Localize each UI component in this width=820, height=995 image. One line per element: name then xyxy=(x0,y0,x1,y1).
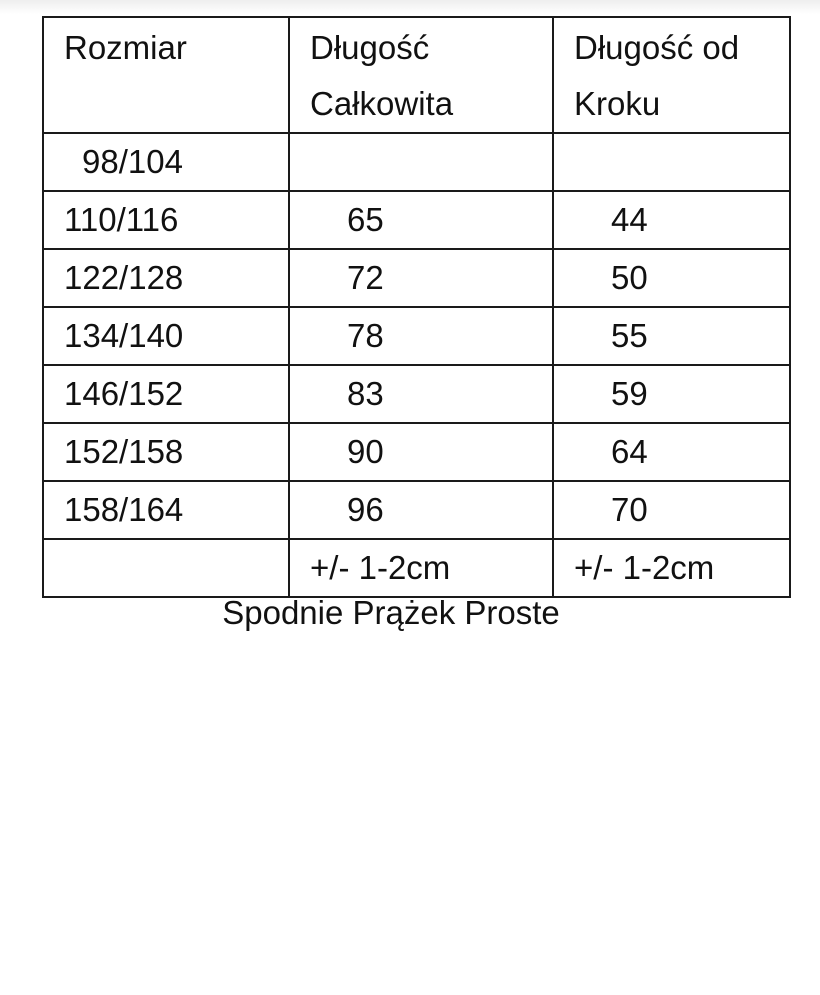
size-cell: 146/152 xyxy=(43,365,289,423)
total-length-tolerance: +/- 1-2cm xyxy=(289,539,553,597)
total-length-cell: 96 xyxy=(289,481,553,539)
table-row xyxy=(43,307,790,365)
size-cell: 134/140 xyxy=(43,307,289,365)
inseam-length-cell: 55 xyxy=(553,307,790,365)
total-length-cell: 72 xyxy=(289,249,553,307)
table-row xyxy=(43,249,790,307)
size-cell: 98/104 xyxy=(43,133,289,191)
product-caption: Spodnie Prążek Proste xyxy=(222,594,560,631)
size-cell: 110/116 xyxy=(43,191,289,249)
inseam-length-cell xyxy=(553,133,790,191)
total-length-cell xyxy=(289,133,553,191)
inseam-length-cell: 44 xyxy=(553,191,790,249)
table-header-row xyxy=(43,17,790,133)
total-length-cell: 83 xyxy=(289,365,553,423)
total-length-cell: 90 xyxy=(289,423,553,481)
size-cell: 158/164 xyxy=(43,481,289,539)
total-length-cell: 78 xyxy=(289,307,553,365)
total-length-cell: 65 xyxy=(289,191,553,249)
inseam-length-cell: 50 xyxy=(553,249,790,307)
size-chart-table xyxy=(42,16,791,598)
inseam-length-cell: 70 xyxy=(553,481,790,539)
table-row xyxy=(43,365,790,423)
size-cell: 152/158 xyxy=(43,423,289,481)
size-cell xyxy=(43,539,289,597)
top-edge-shadow xyxy=(0,0,820,14)
table-row xyxy=(43,133,790,191)
size-cell: 122/128 xyxy=(43,249,289,307)
table-row xyxy=(43,481,790,539)
inseam-length-cell: 64 xyxy=(553,423,790,481)
inseam-length-tolerance: +/- 1-2cm xyxy=(553,539,790,597)
header-size: Rozmiar xyxy=(43,17,289,133)
inseam-length-cell: 59 xyxy=(553,365,790,423)
table-row xyxy=(43,423,790,481)
tolerance-row xyxy=(43,539,790,597)
table-row xyxy=(43,191,790,249)
header-total-length: Długość Całkowita xyxy=(289,17,553,133)
header-inseam-length: Długość od Kroku xyxy=(553,17,790,133)
